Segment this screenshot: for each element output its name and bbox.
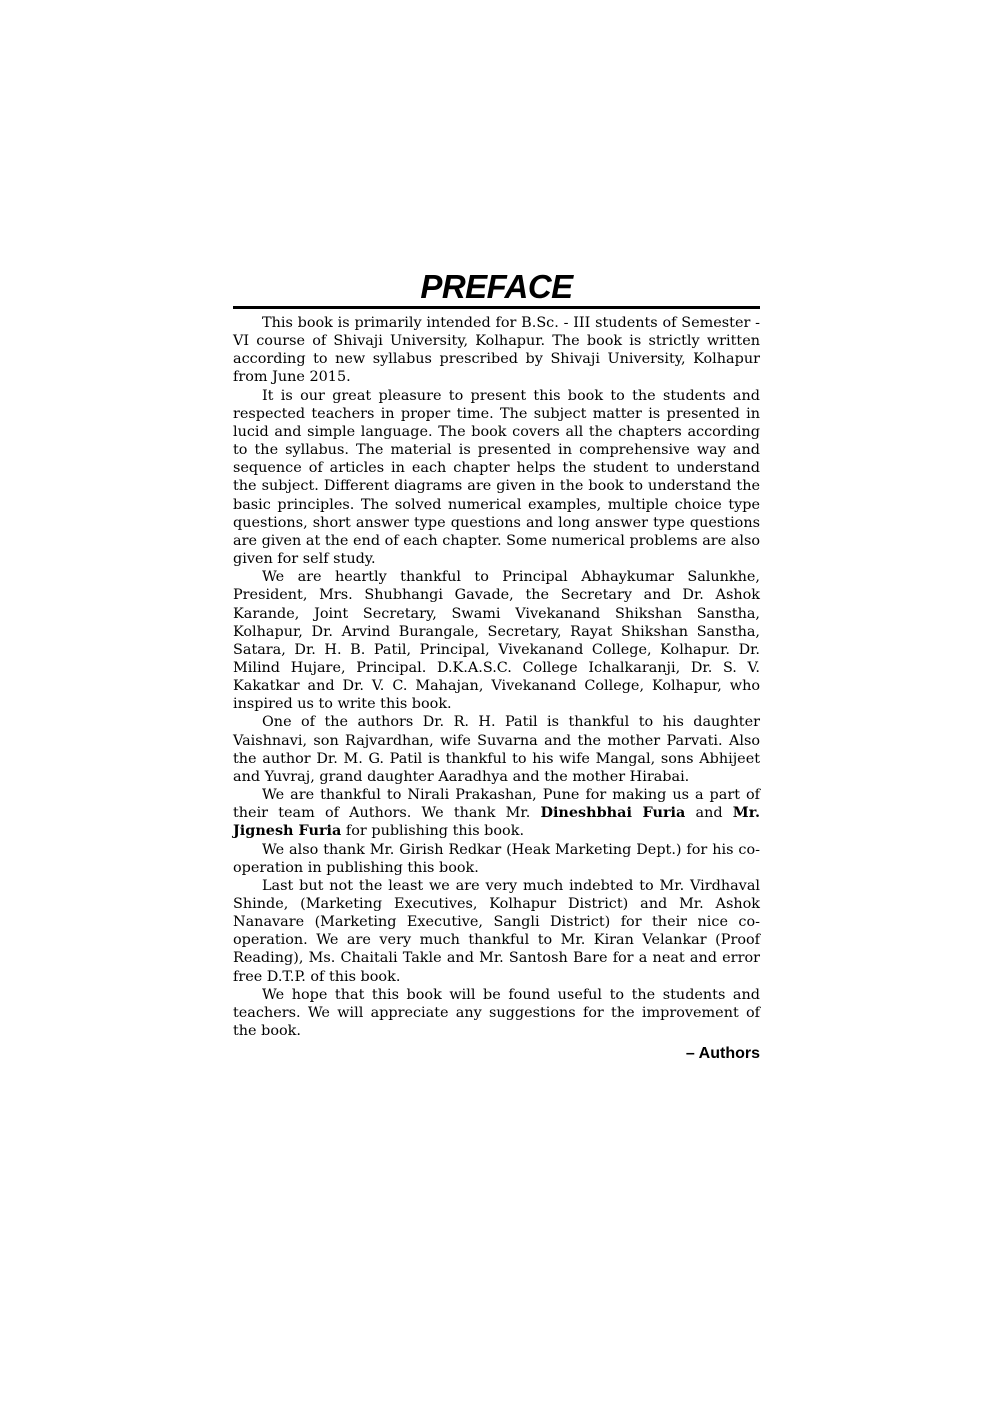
paragraph-text: It is our great pleasure to present this book to the students and respected teachers in proper time. The subject matter is presented in lucid and simple language. The book covers all the chapters according to the syllabus. The material is presented in comprehensive way and sequence of articles in each chapter helps the student to understand the subject. Different diagrams are given in the book to understand the basic principles. The solved numerical examples, multiple choice type questions, short answer type questions and long answer type questions are given at the end of each chapter. Some numerical problems are also given for self study. xyxy=(233,387,760,568)
paragraph xyxy=(233,314,760,387)
paragraph-text: This book is primarily intended for B.Sc. - III students of Semester - VI course of Shivaji University, Kolhapur. The book is strictly written according to new syllabus prescribed by Shivaji University, Kolhapur from June 2015. xyxy=(233,315,760,386)
paragraph-text: for publishing this book. xyxy=(341,823,525,840)
paragraph-text: We are heartly thankful to Principal Abhaykumar Salunkhe, President, Mrs. Shubhangi Gavade, the Secretary and Dr. Ashok Karande, Joint Secretary, Swami Vivekanand Shikshan Sanstha, Kolhapur, Dr. Arvind Burangale, Secretary, Rayat Shikshan Sanstha, Satara, Dr. H. B. Patil, Principal, Vivekanand College, Kolhapur. Dr. Milind Hujare, Principal. D.K.A.S.C. College Ichalkaranji, Dr. S. V. Kakatkar and Dr. V. C. Mahajan, Vivekanand College, Kolhapur, who inspired us to write this book. xyxy=(233,569,760,713)
paragraph-text: One of the authors Dr. R. H. Patil is thankful to his daughter Vaishnavi, son Rajvardhan, wife Suvarna and the mother Parvati. Also the author Dr. M. G. Patil is thankful to his wife Mangal, sons Abhijeet and Yuvraj, grand daughter Aaradhya and the mother Hirabai. xyxy=(233,714,760,785)
paragraph-text: We are thankful to Nirali Prakashan, Pune for making us a part of their team of Authors. We thank Mr. xyxy=(233,787,760,822)
paragraph xyxy=(233,877,760,986)
title-underline xyxy=(233,306,760,309)
paragraph xyxy=(233,568,760,713)
paragraph xyxy=(233,841,760,877)
paragraph-text: We also thank Mr. Girish Redkar (Heak Marketing Dept.) for his co-operation in publishing this book. xyxy=(233,841,760,876)
paragraph-text: and xyxy=(685,805,733,822)
signature: – Authors xyxy=(685,1045,760,1063)
bold-name: Mr. Jignesh Furia xyxy=(233,804,760,840)
paragraph xyxy=(233,986,760,1040)
paragraph xyxy=(233,786,760,840)
preface-page xyxy=(233,268,760,1063)
page-title: PREFACE xyxy=(420,268,573,305)
paragraph-text: Last but not the least we are very much indebted to Mr. Virdhaval Shinde, (Marketing Executives, Kolhapur District) and Mr. Ashok Nanavare (Marketing Executive, Sangli District) for their nice co-operation. We are very much thankful to Mr. Kiran Velankar (Proof Reading), Ms. Chaitali Takle and Mr. Santosh Bare for a neat and error free D.T.P. of this book. xyxy=(233,877,760,985)
paragraph-text: We hope that this book will be found useful to the students and teachers. We will appreciate any suggestions for the improvement of the book. xyxy=(233,986,760,1040)
bold-name: Dineshbhai Furia xyxy=(540,804,686,822)
paragraph xyxy=(233,387,760,569)
preface-body xyxy=(233,314,760,1040)
paragraph xyxy=(233,713,760,786)
